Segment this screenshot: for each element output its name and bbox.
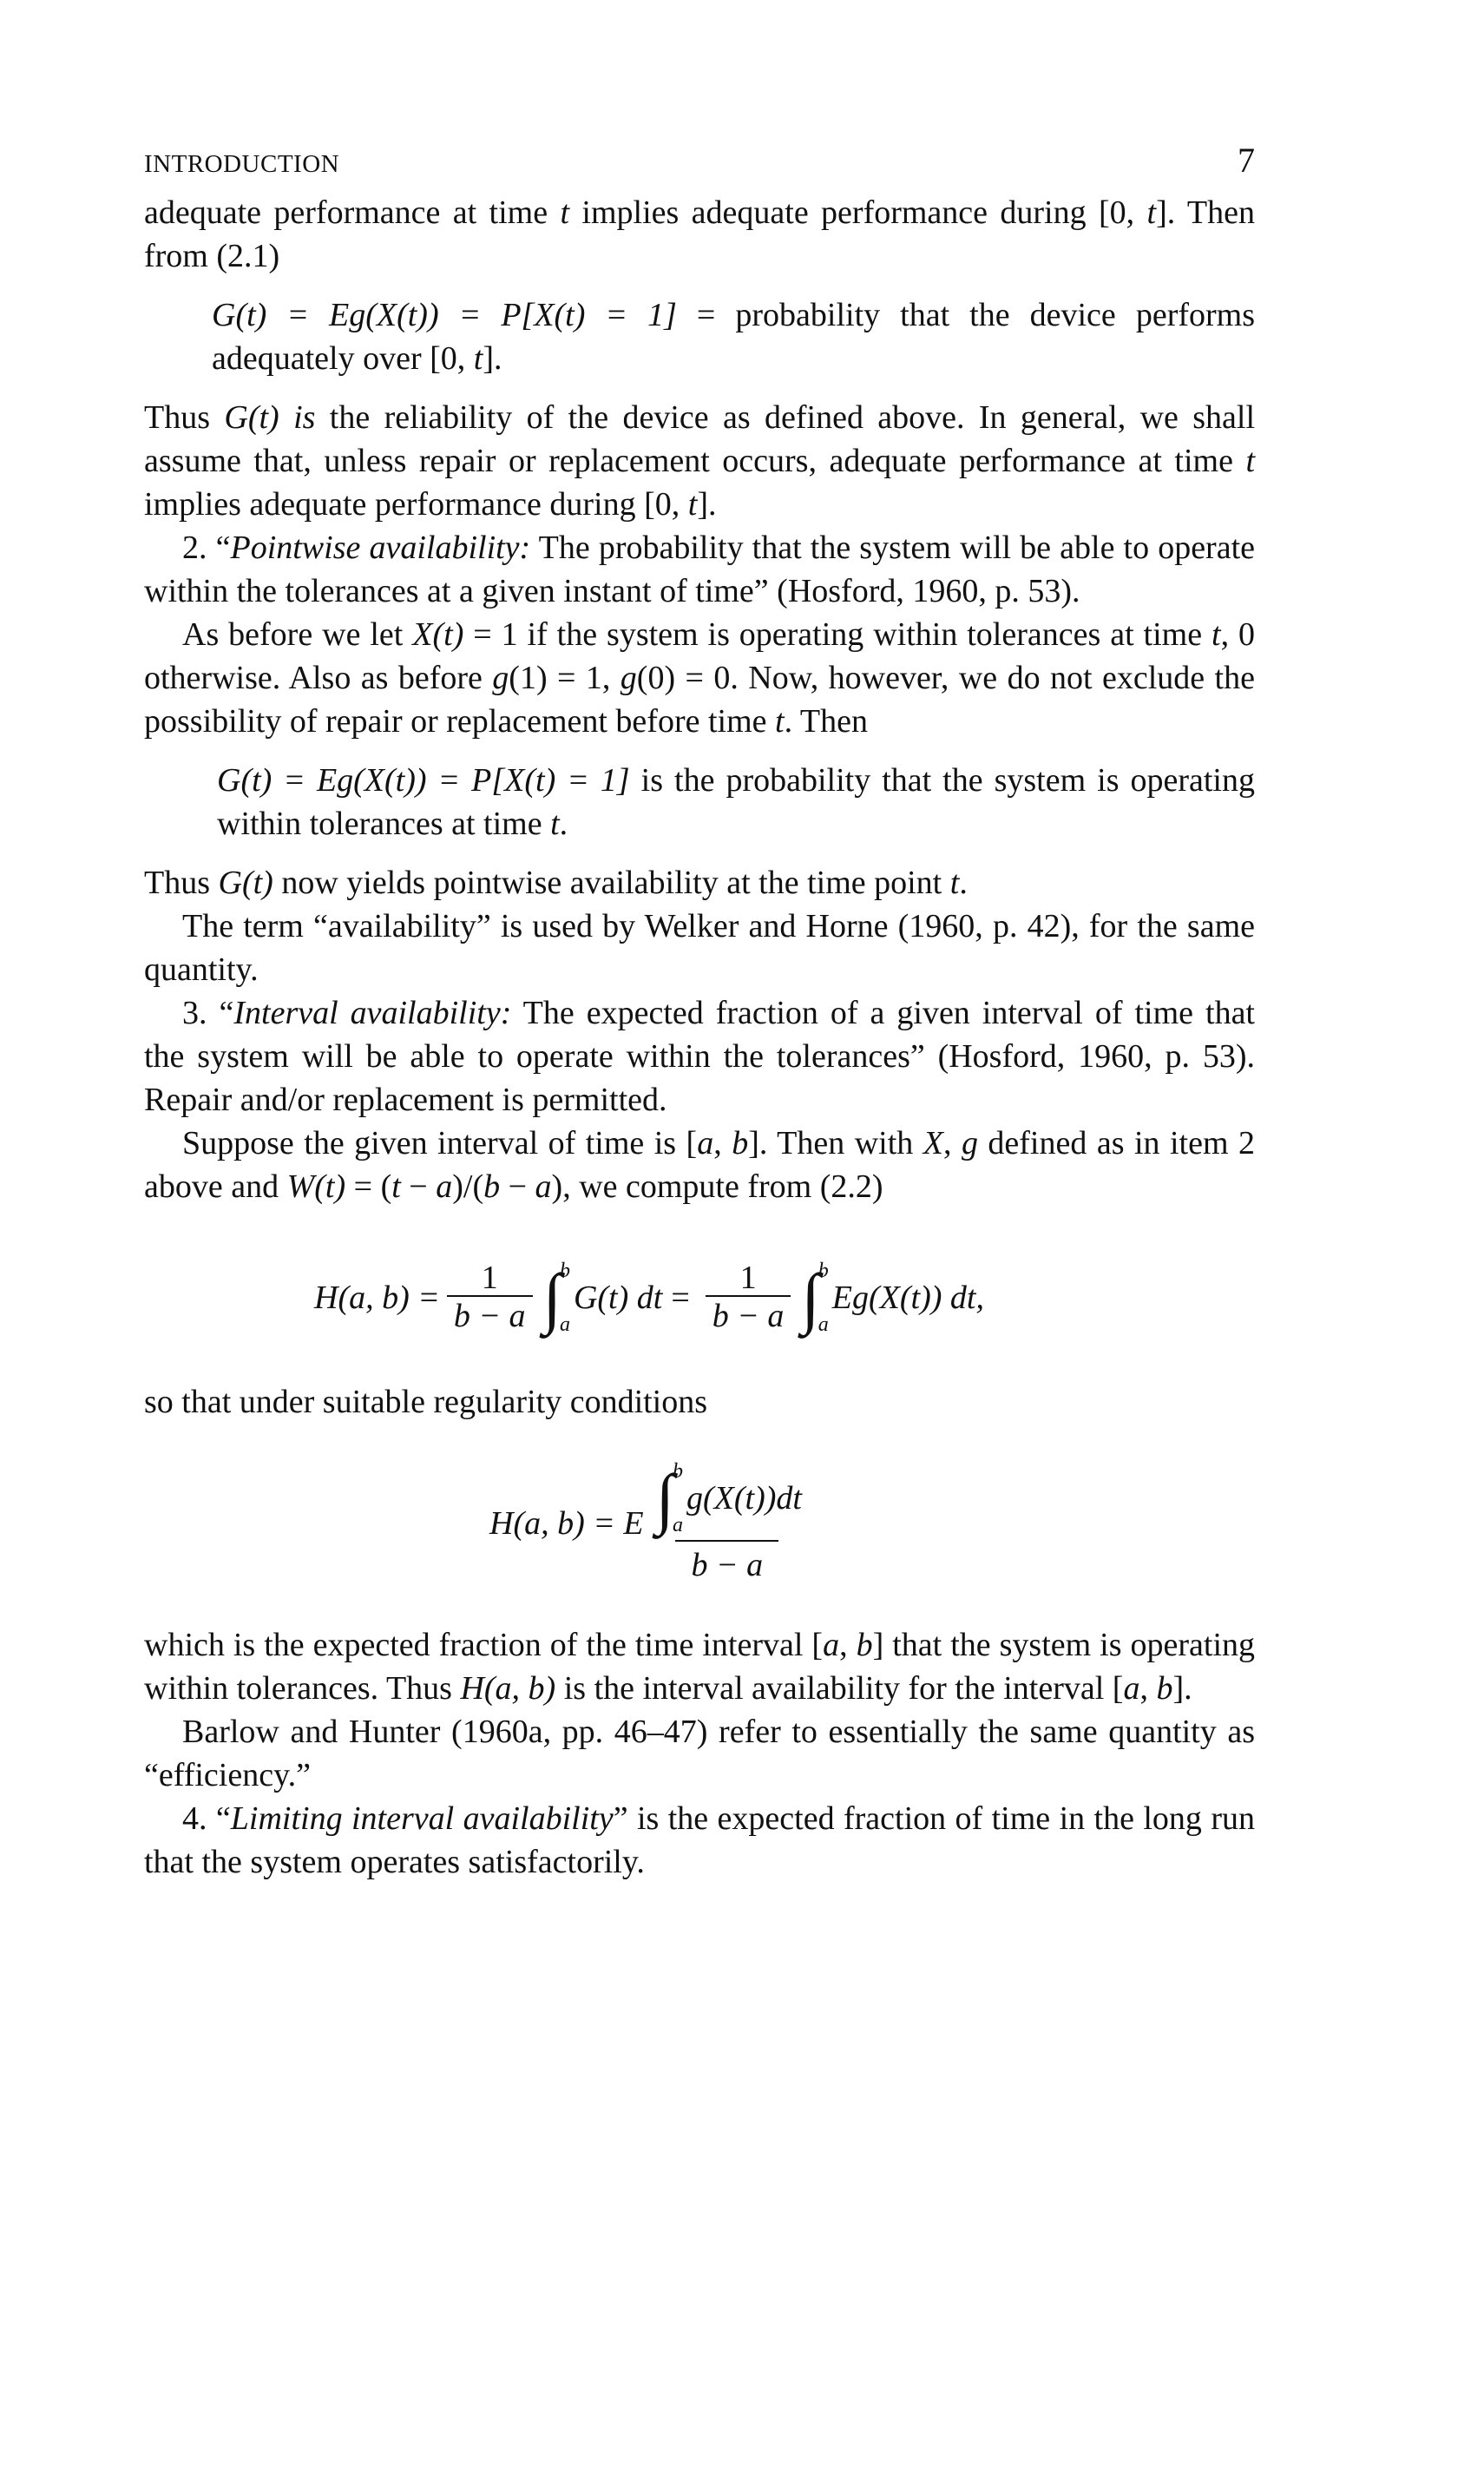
paragraph: Barlow and Hunter (1960a, pp. 46–47) refer to essentially the same quantity as “efficiency.” (144, 1714, 1255, 1793)
paragraph: Thus G(t) is the reliability of the device as defined above. In general, we shall assume that, unless repair or replacement occurs, adequate performance at time t implies adequate performance during [0, t]. (144, 399, 1256, 523)
paragraph: so that under suitable regularity conditions (144, 1384, 708, 1420)
equation-interval-availability: H(a, b) = $\frac{1}{b - a}$ ∫ b a G(t) dt = $\frac{1}{b - a}$ ∫ b a Eg(X(t)) dt, (314, 1260, 984, 1336)
book-page (144, 139, 1255, 1884)
definition-term: Limiting interval availability (230, 1800, 614, 1837)
display-statement: G(t) = Eg(X(t)) = P[X(t) = 1] = probability that the device performs adequately over [0, t]. (212, 297, 1255, 377)
paragraph: adequate performance at time t implies adequate performance during [0, t]. Then from (2.1) (144, 194, 1255, 274)
definition-term: Interval availability: (233, 995, 512, 1031)
display-statement: G(t) = Eg(X(t)) = P[X(t) = 1] is the probability that the system is operating within tolerances at time t. (217, 762, 1255, 842)
paragraph: The term “availability” is used by Welker and Horne (1960, p. 42), for the same quantity. (144, 908, 1255, 988)
paragraph: 4. “Limiting interval availability” is the expected fraction of time in the long run that the system operates satisfactorily. (144, 1800, 1255, 1880)
paragraph: As before we let X(t) = 1 if the system is operating within tolerances at time t, 0 otherwise. Also as before g(1) = 1, g(0) = 0. Now, however, we do not exclude the possibility of repair or replacement before time t. Then (144, 616, 1256, 740)
fraction: ∫ b a g(X(t))dt b − a (649, 1460, 805, 1587)
paragraph: Thus G(t) now yields pointwise availability at the time point t. (144, 865, 968, 901)
page-header (144, 139, 1255, 191)
integral-sign: ∫ b a (542, 1260, 570, 1336)
definition-term: Pointwise availability: (230, 530, 531, 566)
fraction: $\frac{1}{b - a}$ (447, 1260, 533, 1335)
running-head: INTRODUCTION (144, 150, 340, 178)
paragraph: 2. “Pointwise availability: The probability that the system will be able to operate within the tolerances at a given instant of time” (Hosford, 1960, p. 53). (144, 530, 1256, 609)
integral-sign: ∫ b a (655, 1460, 683, 1536)
paragraph: 3. “Interval availability: The expected fraction of a given interval of time that the system will be able to operate within the tolerances” (Hosford, 1960, p. 53). Repair and/or replacement is permitted. (144, 995, 1255, 1118)
page-number: 7 (1238, 141, 1255, 180)
fraction: $\frac{1}{b - a}$ (706, 1260, 791, 1335)
equation-expected-fraction: H(a, b) = E ∫ b a g(X(t))dt b − a (489, 1458, 1255, 1589)
paragraph: Suppose the given interval of time is [a, b]. Then with X, g defined as in item 2 above and W(t) = (t − a)/(b − a), we compute from (2.2) (144, 1125, 1256, 1205)
integral-sign: ∫ b a (801, 1260, 829, 1336)
paragraph: which is the expected fraction of the time interval [a, b] that the system is operating within tolerances. Thus H(a, b) is the interval availability for the interval [a, b]. (144, 1627, 1256, 1707)
